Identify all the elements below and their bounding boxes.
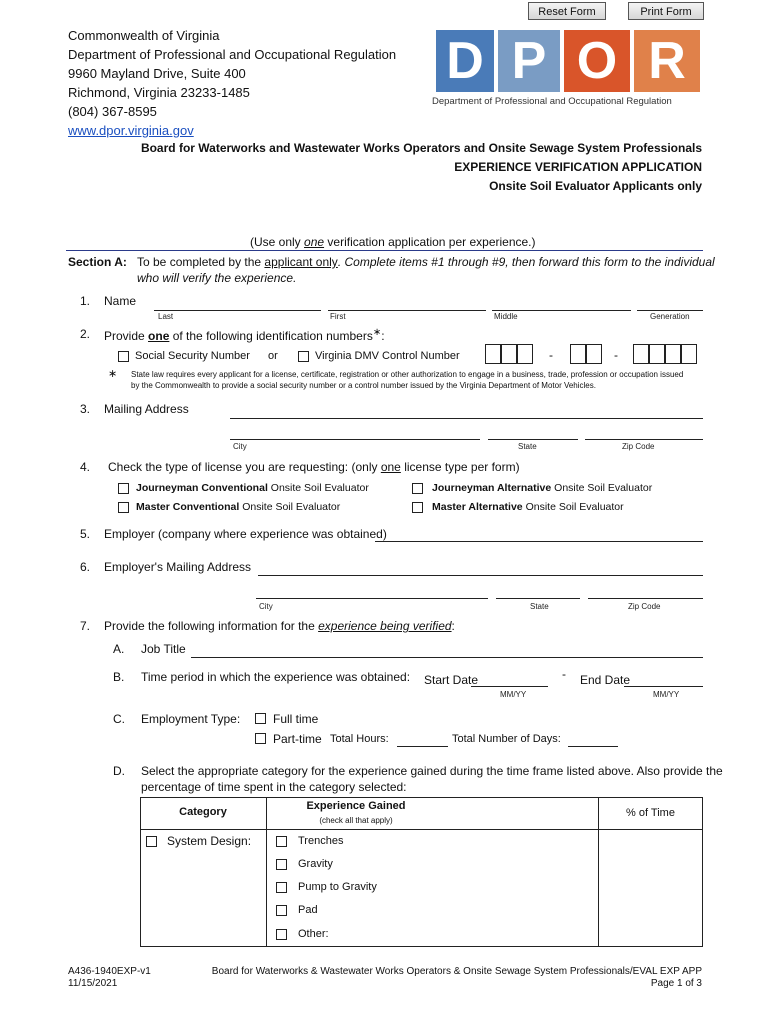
board-heading: Board for Waterworks and Wastewater Works Operators and Onsite Sewage System Professionals	[140, 141, 702, 155]
dpor-logo	[432, 30, 702, 110]
employer-city-caption: City	[259, 602, 273, 611]
or-label: or	[268, 350, 278, 362]
item-5-number: 5.	[80, 527, 91, 541]
zip-field[interactable]	[585, 439, 703, 440]
logo-letter-d: D	[446, 32, 484, 90]
end-date-label: End Date	[580, 673, 631, 687]
pump-to-gravity-label: Pump to Gravity	[298, 881, 377, 893]
item-7d-letter: D.	[113, 764, 125, 778]
form-title: EXPERIENCE VERIFICATION APPLICATION	[454, 160, 702, 174]
item-6-number: 6.	[80, 560, 91, 574]
master-alternative-label: Master Alternative Onsite Soil Evaluator	[432, 501, 624, 513]
agency-website-link[interactable]: www.dpor.virginia.gov	[68, 123, 194, 138]
trenches-label: Trenches	[298, 835, 344, 847]
agency-street: 9960 Mayland Drive, Suite 400	[68, 66, 246, 81]
logo-letter-p: P	[511, 32, 547, 90]
category-instructions-1: Select the appropriate category for the experience gained during the time frame listed above. Also provide the	[141, 764, 723, 778]
table-col-divider	[598, 797, 599, 947]
id-digit-box[interactable]	[681, 344, 697, 364]
start-date-field[interactable]	[471, 686, 548, 687]
id-digit-box[interactable]	[501, 344, 517, 364]
print-form-button[interactable]: Print Form	[628, 2, 704, 20]
other-checkbox[interactable]	[276, 929, 287, 940]
master-conventional-label: Master Conventional Onsite Soil Evaluator	[136, 501, 341, 513]
first-name-field[interactable]	[328, 310, 486, 311]
license-type-label: Check the type of license you are requesting: (only one license type per form)	[108, 460, 520, 474]
system-design-checkbox[interactable]	[146, 836, 157, 847]
agency-name: Commonwealth of Virginia	[68, 28, 220, 43]
id-digit-box[interactable]	[649, 344, 665, 364]
full-time-label: Full time	[273, 712, 319, 726]
experience-gained-subheader: (check all that apply)	[319, 816, 393, 825]
total-hours-field[interactable]	[397, 746, 448, 747]
item-7-number: 7.	[80, 619, 91, 633]
footnote-star: ∗	[108, 368, 118, 380]
middle-caption: Middle	[494, 312, 518, 321]
city-caption: City	[233, 442, 247, 451]
item-2-number: 2.	[80, 327, 91, 341]
journeyman-alternative-checkbox[interactable]	[412, 483, 423, 494]
end-date-format: MM/YY	[653, 690, 680, 699]
id-digit-box[interactable]	[570, 344, 586, 364]
generation-caption: Generation	[650, 312, 690, 321]
part-time-label: Part-time	[273, 732, 322, 746]
gravity-label: Gravity	[298, 858, 333, 870]
id-digit-box[interactable]	[517, 344, 533, 364]
mailing-address-field[interactable]	[230, 418, 703, 419]
last-name-field[interactable]	[154, 310, 321, 311]
journeyman-conventional-label: Journeyman Conventional Onsite Soil Evaluator	[136, 482, 369, 494]
section-a-instructions: To be completed by the applicant only. Complete items #1 through #9, then forward this form to the individual	[137, 255, 715, 269]
employer-state-caption: State	[530, 602, 549, 611]
state-field[interactable]	[488, 439, 578, 440]
job-title-label: Job Title	[141, 642, 186, 656]
category-header: Category	[179, 806, 227, 818]
employer-zip-caption: Zip Code	[628, 602, 661, 611]
item-4-number: 4.	[80, 460, 91, 474]
start-date-format: MM/YY	[500, 690, 527, 699]
name-label: Name	[104, 294, 137, 308]
id-dash: -	[549, 348, 553, 362]
employer-field[interactable]	[375, 541, 703, 542]
item-7c-letter: C.	[113, 712, 125, 726]
form-date: 11/15/2021	[68, 978, 118, 989]
trenches-checkbox[interactable]	[276, 836, 287, 847]
form-id: A436-1940EXP-v1	[68, 966, 151, 977]
time-period-label: Time period in which the experience was obtained:	[141, 670, 411, 684]
id-digit-box[interactable]	[586, 344, 602, 364]
gravity-checkbox[interactable]	[276, 859, 287, 870]
full-time-checkbox[interactable]	[255, 713, 266, 724]
employer-address-field[interactable]	[258, 575, 703, 576]
id-label: Provide one of the following identification numbers∗:	[104, 327, 385, 343]
part-time-checkbox[interactable]	[255, 733, 266, 744]
mailing-address-label: Mailing Address	[104, 402, 189, 416]
zip-caption: Zip Code	[622, 442, 655, 451]
form-subtitle: Onsite Soil Evaluator Applicants only	[489, 179, 702, 193]
section-divider	[66, 250, 703, 251]
agency-department: Department of Professional and Occupational Regulation	[68, 47, 397, 62]
state-caption: State	[518, 442, 537, 451]
percent-time-header: % of Time	[626, 807, 675, 819]
first-caption: First	[330, 312, 346, 321]
pump-to-gravity-checkbox[interactable]	[276, 882, 287, 893]
total-days-field[interactable]	[568, 746, 618, 747]
dmv-label: Virginia DMV Control Number	[315, 350, 460, 362]
agency-phone: (804) 367-8595	[68, 104, 157, 119]
id-dash: -	[614, 348, 618, 362]
footer-board: Board for Waterworks & Wastewater Works Operators & Onsite Sewage System Professionals/EVAL EXP APP	[211, 966, 702, 977]
generation-field[interactable]	[637, 310, 703, 311]
city-field[interactable]	[230, 439, 480, 440]
total-hours-label: Total Hours:	[330, 733, 389, 745]
journeyman-conventional-checkbox[interactable]	[118, 483, 129, 494]
item-7b-letter: B.	[113, 670, 125, 684]
usage-note: (Use only one verification application per experience.)	[250, 235, 536, 249]
employment-type-label: Employment Type:	[141, 712, 241, 726]
employer-label: Employer (company where experience was obtained)	[104, 527, 387, 541]
id-digit-box[interactable]	[633, 344, 649, 364]
journeyman-alternative-label: Journeyman Alternative Onsite Soil Evaluator	[432, 482, 653, 494]
law-note-1: State law requires every applicant for a license, certificate, registration or other authorization to engage in a business, trade, profession or occupation issued	[131, 370, 684, 379]
total-days-label: Total Number of Days:	[452, 733, 561, 745]
section-a-instructions-2: who will verify the experience.	[137, 271, 297, 285]
end-date-field[interactable]	[624, 686, 703, 687]
dmv-checkbox[interactable]	[298, 351, 309, 362]
logo-subtitle: Department of Professional and Occupational Regulation	[432, 96, 672, 107]
master-conventional-checkbox[interactable]	[118, 502, 129, 513]
other-label: Other:	[298, 928, 329, 940]
table-header-divider	[140, 829, 703, 830]
logo-letter-r: R	[648, 32, 686, 90]
page-number: Page 1 of 3	[650, 978, 702, 989]
experience-info-label: Provide the following information for the experience being verified:	[104, 619, 455, 633]
pad-checkbox[interactable]	[276, 905, 287, 916]
item-3-number: 3.	[80, 402, 91, 416]
date-dash: -	[562, 667, 566, 681]
ssn-checkbox[interactable]	[118, 351, 129, 362]
system-design-label: System Design:	[167, 834, 252, 848]
ssn-label: Social Security Number	[135, 350, 250, 362]
id-digit-box[interactable]	[665, 344, 681, 364]
employer-state-field[interactable]	[496, 598, 580, 599]
employer-city-field[interactable]	[256, 598, 488, 599]
start-date-label: Start Date	[424, 673, 479, 687]
agency-address	[68, 26, 396, 140]
item-1-number: 1.	[80, 294, 91, 308]
master-alternative-checkbox[interactable]	[412, 502, 423, 513]
pad-label: Pad	[298, 904, 318, 916]
section-a-label: Section A:	[68, 255, 127, 269]
last-caption: Last	[158, 312, 174, 321]
employer-address-label: Employer's Mailing Address	[104, 560, 252, 574]
logo-letter-o: O	[576, 32, 618, 90]
item-7a-letter: A.	[113, 642, 125, 656]
reset-form-button[interactable]: Reset Form	[528, 2, 606, 20]
job-title-field[interactable]	[191, 657, 703, 658]
middle-name-field[interactable]	[492, 310, 631, 311]
experience-gained-header: Experience Gained	[306, 800, 406, 812]
law-note-2: by the Commonwealth to provide a social security number or a control number issued by the Virginia Department of Motor Vehicles.	[131, 381, 596, 390]
employer-zip-field[interactable]	[588, 598, 703, 599]
category-instructions-2: percentage of time spent in the category selected:	[141, 780, 407, 794]
agency-city: Richmond, Virginia 23233-1485	[68, 85, 250, 100]
id-digit-box[interactable]	[485, 344, 501, 364]
